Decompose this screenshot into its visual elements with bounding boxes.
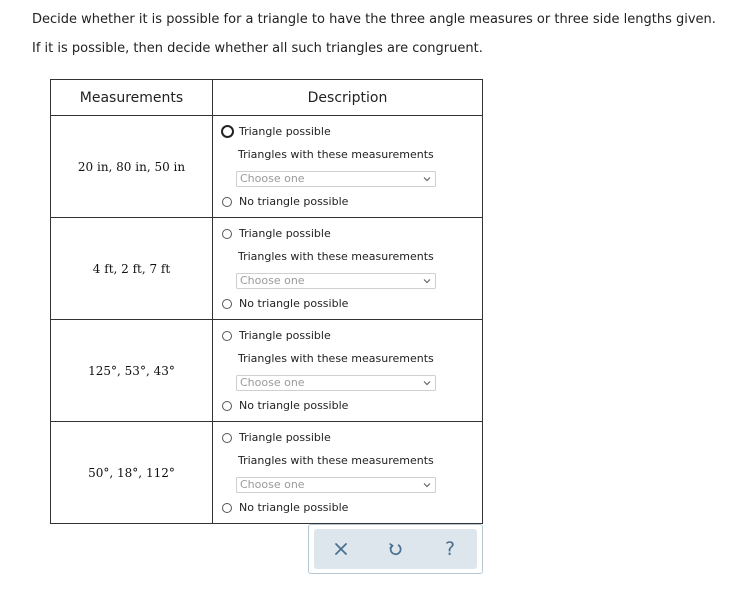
option-label: No triangle possible bbox=[239, 501, 349, 514]
select-value: Choose one bbox=[240, 478, 305, 491]
option-label: Triangle possible bbox=[239, 227, 331, 240]
option-no-triangle[interactable] bbox=[222, 501, 348, 514]
header-description: Description bbox=[213, 80, 483, 116]
congruence-select[interactable] bbox=[236, 477, 436, 493]
option-no-triangle[interactable] bbox=[222, 195, 348, 208]
answer-toolbar bbox=[308, 524, 483, 574]
option-label: Triangle possible bbox=[239, 431, 331, 444]
measurement-cell: 125°, 53°, 43° bbox=[51, 320, 213, 422]
table-row bbox=[51, 422, 483, 524]
measurements-table bbox=[50, 79, 483, 524]
radio-no-triangle[interactable] bbox=[222, 197, 232, 207]
table-row bbox=[51, 320, 483, 422]
description-cell bbox=[213, 320, 483, 422]
select-value: Choose one bbox=[240, 172, 305, 185]
radio-triangle-possible[interactable] bbox=[222, 433, 232, 443]
option-label: No triangle possible bbox=[239, 297, 349, 310]
congruence-label: Triangles with these measurements bbox=[238, 454, 434, 467]
table-row bbox=[51, 116, 483, 218]
radio-no-triangle[interactable] bbox=[222, 401, 232, 411]
select-value: Choose one bbox=[240, 376, 305, 389]
option-label: Triangle possible bbox=[239, 329, 331, 342]
congruence-select[interactable] bbox=[236, 273, 436, 289]
help-icon: ? bbox=[444, 538, 456, 560]
option-triangle-possible[interactable] bbox=[222, 431, 331, 444]
congruence-label: Triangles with these measurements bbox=[238, 148, 434, 161]
measurement-cell: 20 in, 80 in, 50 in bbox=[51, 116, 213, 218]
description-cell bbox=[213, 422, 483, 524]
option-triangle-possible[interactable] bbox=[222, 125, 331, 138]
undo-button[interactable] bbox=[384, 538, 406, 560]
undo-icon bbox=[387, 541, 403, 557]
clear-button[interactable] bbox=[330, 538, 352, 560]
option-label: Triangle possible bbox=[239, 125, 331, 138]
description-cell bbox=[213, 116, 483, 218]
instruction-text-1: Decide whether it is possible for a triangle to have the three angle measures or three side lengths given. bbox=[32, 12, 716, 27]
help-button[interactable] bbox=[439, 538, 461, 560]
option-label: No triangle possible bbox=[239, 195, 349, 208]
option-triangle-possible[interactable] bbox=[222, 227, 331, 240]
measurement-cell: 50°, 18°, 112° bbox=[51, 422, 213, 524]
congruence-label: Triangles with these measurements bbox=[238, 352, 434, 365]
instruction-text-2: If it is possible, then decide whether all such triangles are congruent. bbox=[32, 41, 483, 56]
radio-no-triangle[interactable] bbox=[222, 503, 232, 513]
option-no-triangle[interactable] bbox=[222, 297, 348, 310]
chevron-down-icon bbox=[423, 481, 431, 489]
description-cell bbox=[213, 218, 483, 320]
radio-triangle-possible[interactable] bbox=[222, 331, 232, 341]
toolbar-panel bbox=[314, 529, 477, 569]
chevron-down-icon bbox=[423, 379, 431, 387]
congruence-select[interactable] bbox=[236, 171, 436, 187]
congruence-select[interactable] bbox=[236, 375, 436, 391]
radio-triangle-possible[interactable] bbox=[222, 229, 232, 239]
radio-triangle-possible[interactable] bbox=[221, 125, 234, 138]
table-row bbox=[51, 218, 483, 320]
close-icon bbox=[334, 542, 348, 556]
option-label: No triangle possible bbox=[239, 399, 349, 412]
select-value: Choose one bbox=[240, 274, 305, 287]
congruence-label: Triangles with these measurements bbox=[238, 250, 434, 263]
header-measurements: Measurements bbox=[51, 80, 213, 116]
chevron-down-icon bbox=[423, 277, 431, 285]
option-no-triangle[interactable] bbox=[222, 399, 348, 412]
table-header-row bbox=[51, 80, 483, 116]
chevron-down-icon bbox=[423, 175, 431, 183]
measurement-cell: 4 ft, 2 ft, 7 ft bbox=[51, 218, 213, 320]
radio-no-triangle[interactable] bbox=[222, 299, 232, 309]
option-triangle-possible[interactable] bbox=[222, 329, 331, 342]
